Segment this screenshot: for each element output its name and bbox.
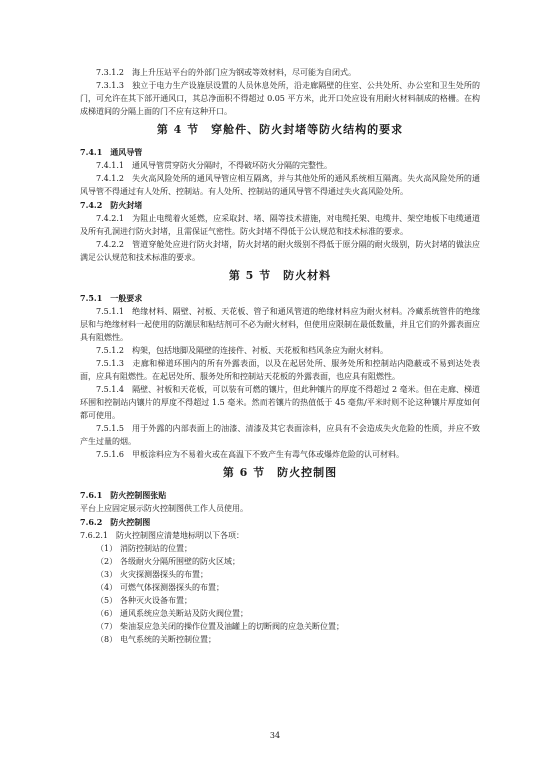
list-item-text: 柴油泵应急关闭的操作位置及油罐上的切断阀的应急关断位置；: [120, 622, 344, 631]
list-item-text: 可燃气体探测器探头的布置；: [120, 583, 224, 592]
list-item-text: 各种灭火设备布置；: [120, 596, 192, 605]
list-item-number: （3）: [96, 570, 118, 579]
paragraph-7-6-2-1: 7.6.2.1 防火控制图应清楚地标明以下各项：: [80, 531, 244, 540]
list-item-number: （7）: [96, 622, 118, 631]
section-5-title: 第 5 节 防火材料: [228, 269, 332, 282]
list-item-number: （8）: [96, 635, 118, 644]
paragraph-7-3-1-3: 7.3.1.3 独立于电力生产设施层设置的人员休息处所，沿走廊隔壁的住室、公共处所、办公室和卫生处所的门，可允许在其下部开通风口，其总净面积不得超过 0.05 平方米，此开口处应设有用耐火材料制成的格栅。在构成梯道间的分隔上面的门不应有这种开口。: [80, 81, 480, 116]
list-item-text: 火灾探测器探头的布置；: [120, 570, 208, 579]
paragraph-7-3-1-2: 7.3.1.2 海上升压站平台的外部门应为钢或等效材料，尽可能为自闭式。: [96, 68, 356, 77]
list-item-number: （4）: [96, 583, 118, 592]
paragraph-7-4-2-1: 7.4.2.1 为阻止电缆着火延燃，应采取封、堵、隔等技术措施，对电缆托架、电缆井、架空地板下电缆通道及所有孔洞进行防火封堵，且需保证气密性。防火封堵不得低于公认规范和技术标准的要求。: [80, 214, 480, 236]
list-item-text: 通风系统应急关断站及防火阀位置；: [120, 609, 248, 618]
list-item-number: （6）: [96, 609, 118, 618]
heading-7-6-2: 7.6.2 防火控制图: [80, 517, 151, 527]
list-item: [80, 633, 480, 646]
heading-7-4-2: 7.4.2 防火封堵: [80, 200, 143, 210]
paragraph-7-6-1: 平台上应固定展示防火控制图供工作人员使用。: [80, 504, 248, 513]
list-item-text: 消防控制站的位置；: [120, 544, 192, 553]
list-item: [80, 542, 480, 555]
heading-7-4-1: 7.4.1 通风导管: [80, 147, 143, 157]
list-item-number: （1）: [96, 544, 118, 553]
list-item: [80, 594, 480, 607]
paragraph-7-5-1-5: 7.5.1.5 用于外露的内部表面上的油漆、清漆及其它表面涂料，应具有不会造成失火危险的性质，并应不致产生过量的烟。: [80, 424, 480, 446]
page-number: 34: [269, 731, 281, 740]
paragraph-7-4-1-1: 7.4.1.1 通风导管贯穿防火分隔时，不得破坏防火分隔的完整性。: [96, 161, 332, 170]
section-6-title: 第 6 节 防火控制图: [222, 466, 338, 479]
list-item-number: （5）: [96, 596, 118, 605]
section-4-title: 第 4 节 穿舱件、防火封堵等防火结构的要求: [156, 123, 404, 136]
list-item: [80, 581, 480, 594]
paragraph-7-5-1-2: 7.5.1.2 构架，包括地脚及隔壁的连接件、衬板、天花板和档风条应为耐火材料。: [96, 346, 388, 355]
paragraph-7-5-1-1: 7.5.1.1 绝缘材料、隔壁、衬板、天花板、管子和通风管道的绝缘材料应为耐火材料。冷藏系统管件的绝缘层和与绝缘材料一起使用的防潮层和粘结剂可不必为耐火材料，但使用应限制在最低数量，并且它们的外露表面应具有阻燃性。: [80, 307, 480, 342]
list-item-text: 各级耐火分隔所围壁的防火区域；: [120, 557, 240, 566]
list-item: [80, 568, 480, 581]
list-item-number: （2）: [96, 557, 118, 566]
paragraph-7-5-1-4: 7.5.1.4 隔壁、衬板和天花板，可以装有可燃的镶片，但此种镶片的厚度不得超过 2 毫米。但在走廊、梯道环围和控制站内镶片的厚度不得超过 1.5 毫米。然而若镶片的热值低于 45 毫焦/平米时则不论这种镶片厚度如何都可使用。: [80, 385, 480, 420]
paragraph-7-5-1-6: 7.5.1.6 甲板涂料应为不易着火或在高温下不致产生有毒气体或爆炸危险的认可材料。: [96, 450, 404, 459]
list-item-text: 电气系统的关断控制位置；: [120, 635, 216, 644]
document-page: [80, 66, 480, 646]
list-item: [80, 607, 480, 620]
paragraph-7-4-2-2: 7.4.2.2 管道穿舱处应进行防火封堵，防火封堵的耐火级别不得低于原分隔的耐火级别，防火封堵的做法应满足公认规范和技术标准的要求。: [80, 240, 480, 262]
list-item: [80, 620, 480, 633]
paragraph-7-5-1-3: 7.5.1.3 走廊和梯道环围内的所有外露表面，以及在起居处所、服务处所和控制站内隐蔽或不易到达处表面，应具有阻燃性。在起居处所、服务处所和控制站天花板的外露表面，也应具有阻燃性。: [80, 359, 480, 381]
fire-control-plan-list: [80, 542, 480, 646]
heading-7-5-1: 7.5.1 一般要求: [80, 293, 143, 303]
list-item: [80, 555, 480, 568]
paragraph-7-4-1-2: 7.4.1.2 失火高风险处所的通风导管应相互隔离，并与其他处所的通风系统相互隔离。失火高风险处所的通风导管不得通过有人处所、控制站。有人处所、控制站的通风导管不得通过失火高风险处所。: [80, 174, 480, 196]
heading-7-6-1: 7.6.1 防火控制图张贴: [80, 490, 167, 500]
